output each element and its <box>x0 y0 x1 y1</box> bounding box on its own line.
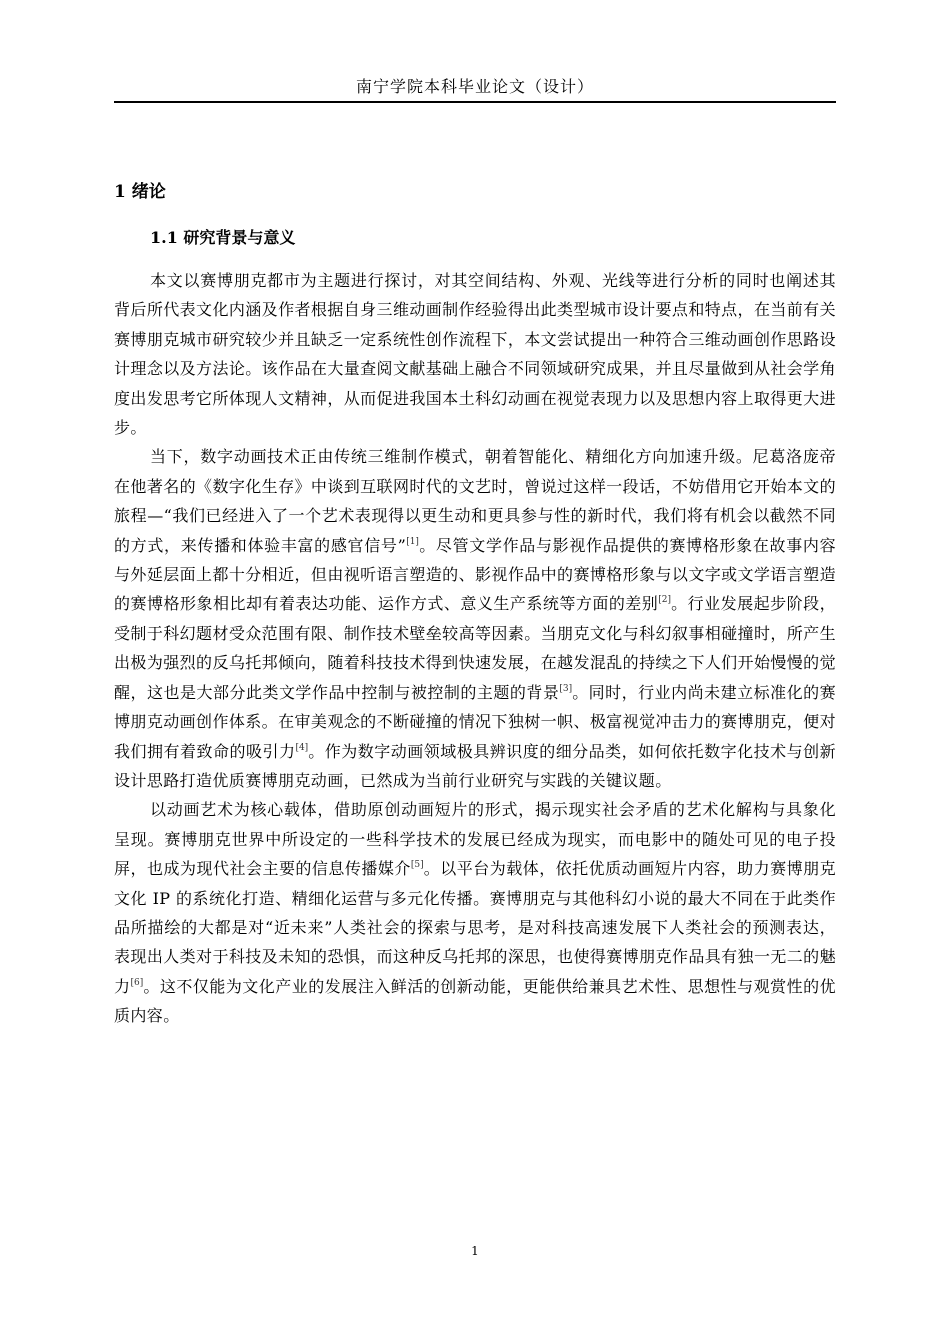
body-text <box>114 266 836 1031</box>
paragraph-text: 。行业发展起步阶段，受制于科幻题材受众范围有限、制作技术壁垒较高等因素。当朋克文化与科幻叙事相碰撞时，所产生出极为强烈的反乌托邦倾向，随着科技技术得到快速发展，在越发混乱的持续之下人们开始慢慢的觉醒，这也是大部分此类文学作品中控制与被控制的主题的背景 <box>114 594 836 702</box>
section-heading: 1.1 研究背景与意义 <box>150 228 296 247</box>
citation-marker[interactable]: [5] <box>410 860 424 871</box>
paragraph-text: 。这不仅能为文化产业的发展注入鲜活的创新动能，更能供给兼具艺术性、思想性与观赏性的优质内容。 <box>114 976 836 1026</box>
header-rule <box>114 101 836 103</box>
paragraph-text: 。同时，行业内尚未建立标准化的赛博朋克动画创作体系。在审美观念的不断碰撞的情况下独树一帜、极富视觉冲击力的赛博朋克，便对我们拥有着致命的吸引力 <box>114 682 836 761</box>
paragraph-2 <box>114 442 836 795</box>
page-number: 1 <box>471 1244 479 1258</box>
paragraph-text: 。作为数字动画领域极具辨识度的细分品类，如何依托数字化技术与创新设计思路打造优质赛博朋克动画，已然成为当前行业研究与实践的关键议题。 <box>114 741 836 790</box>
citation-marker[interactable]: [6] <box>130 977 144 988</box>
paragraph-text: 。尽管文学作品与影视作品提供的赛博格形象在故事内容与外延层面上都十分相近，但由视听语言塑造的、影视作品中的赛博格形象与以文字或文学语言塑造的赛博格形象相比却有着表达功能、运作方式、意义生产系统等方面的差别 <box>114 535 836 614</box>
citation-marker[interactable]: [1] <box>406 536 419 547</box>
paragraph-text: 以动画艺术为核心载体，借助原创动画短片的形式，揭示现实社会矛盾的艺术化解构与具象化呈现。赛博朋克世界中所设定的一些科学技术的发展已经成为现实，而电影中的随处可见的电子投屏，也成为现代社会主要的信息传播媒介 <box>114 800 836 879</box>
citation-marker[interactable]: [3] <box>559 683 573 694</box>
paragraph-1 <box>114 266 836 442</box>
paragraph-text: 。以平台为载体，依托优质动画短片内容，助力赛博朋克文化 IP 的系统化打造、精细化运营与多元化传播。赛博朋克与其他科幻小说的最大不同在于此类作品所描绘的大都是对“近未来”人类社会的探索与思考，是对科技高速发展下人类社会的预测表达，表现出人类对于科技及未知的恐惧，而这种反乌托邦的深思，也使得赛博朋克作品具有独一无二的魅力 <box>114 859 836 996</box>
paragraph-3 <box>114 795 836 1030</box>
citation-marker[interactable]: [2] <box>658 595 672 606</box>
citation-marker[interactable]: [4] <box>295 742 309 753</box>
chapter-heading: 1 绪论 <box>114 182 166 202</box>
paragraph-text: 本文以赛博朋克都市为主题进行探讨，对其空间结构、外观、光线等进行分析的同时也阐述其背后所代表文化内涵及作者根据自身三维动画制作经验得出此类型城市设计要点和特点，在当前有关赛博朋克城市研究较少并且缺乏一定系统性创作流程下，本文尝试提出一种符合三维动画创作思路设计理念以及方法论。该作品在大量查阅文献基础上融合不同领域研究成果，并且尽量做到从社会学角度出发思考它所体现人文精神，从而促进我国本土科幻动画在视觉表现力以及思想内容上取得更大进步。 <box>114 271 836 438</box>
paragraph-text: 当下，数字动画技术正由传统三维制作模式，朝着智能化、精细化方向加速升级。尼葛洛庞帝在他著名的《数字化生存》中谈到互联网时代的文艺时，曾说过这样一段话，不妨借用它开始本文的旅程—“我们已经进入了一个艺术表现得以更生动和更具参与性的新时代，我们将有机会以截然不同的方式，来传播和体验丰富的感官信号” <box>114 447 836 555</box>
running-header: 南宁学院本科毕业论文（设计） <box>355 77 594 96</box>
